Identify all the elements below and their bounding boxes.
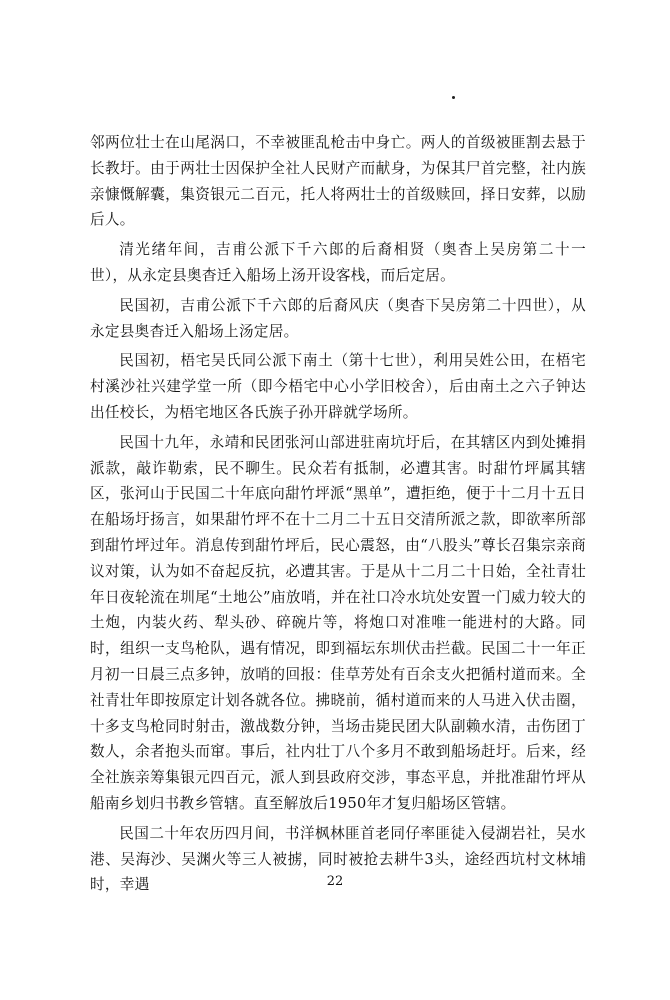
paragraph: 清光绪年间，吉甫公派下千六郎的后裔相贤（奥杳上吴房第二十一世），从永定县奥杳迁入船场上汤开设客栈，而后定居。 [90, 241, 586, 284]
body-text [90, 130, 586, 902]
paragraph-continuation: 邻两位壮士在山尾涡口，不幸被匪乱枪击中身亡。两人的首级被匪割去悬于长教圩。由于两壮士因保护全社人民财产而献身，为保其尸首完整，社内族亲慷慨解囊，集资银元二百元，托人将两壮士的首级赎回，择日安葬，以励后人。 [90, 134, 586, 229]
scan-speck [452, 96, 455, 99]
paragraph: 民国十九年，永靖和民团张河山部进驻南坑圩后，在其辖区内到处摊捐派款，敲诈勒索，民不聊生。民众若有抵制，必遭其害。时甜竹坪属其辖区，张河山于民国二十年底向甜竹坪派“黑单”，遭拒绝，便于十二月十五日在船场圩扬言，如果甜竹坪不在十二月二十五日交清所派之款，即欲率所部到甜竹坪过年。消息传到甜竹坪后，民心震怒，由“八股头”尊长召集宗亲商议对策，认为如不奋起反抗，必遭其害。于是从十二月二十日始，全社青壮年日夜轮流在圳尾“土地公”庙放哨，并在社口冷水坑处安置一门威力较大的土炮，内装火药、犁头砂、碎碗片等，将炮口对准唯一能进村的大路。同时，组织一支鸟枪队，遇有情况，即到福坛东圳伏击拦截。民国二十一年正月初一日晨三点多钟，放哨的回报：佳草芳处有百余支火把循村道而来。全社青壮年即按原定计划各就各位。拂晓前，循村道而来的人马进入伏击圈，十多支鸟枪同时射击，激战数分钟，当场击毙民团大队副赖水清，击伤团丁数人，余者抱头而窜。事后，社内壮丁八个多月不敢到船场赶圩。后来，经全社族亲筹集银元四百元，派人到县政府交涉，事态平息，并批准甜竹坪从船南乡划归书教乡管辖。直至解放后1950年才复归船场区管辖。 [90, 433, 586, 812]
paragraph: 民国初，吉甫公派下千六郎的后裔风庆（奥杳下吴房第二十四世），从永定县奥杳迁入船场上汤定居。 [90, 296, 586, 340]
paragraph: 民国初，梧宅吴氏同公派下南土（第十七世），利用吴姓公田，在梧宅村溪沙社兴建学堂一所（即今梧宅中心小学旧校舍），后由南土之六子钟达出任校长，为梧宅地区各氏族子孙开辟就学场所。 [90, 352, 586, 421]
paragraph: 民国二十年农历四月间，书洋枫林匪首老同仔率匪徒入侵湖岩社，吴水港、吴海沙、吴渊火等三人被掳，同时被抢去耕牛3头，途经西坑村文林埔时，幸遇 [90, 824, 586, 894]
page-number: 22 [326, 874, 344, 889]
